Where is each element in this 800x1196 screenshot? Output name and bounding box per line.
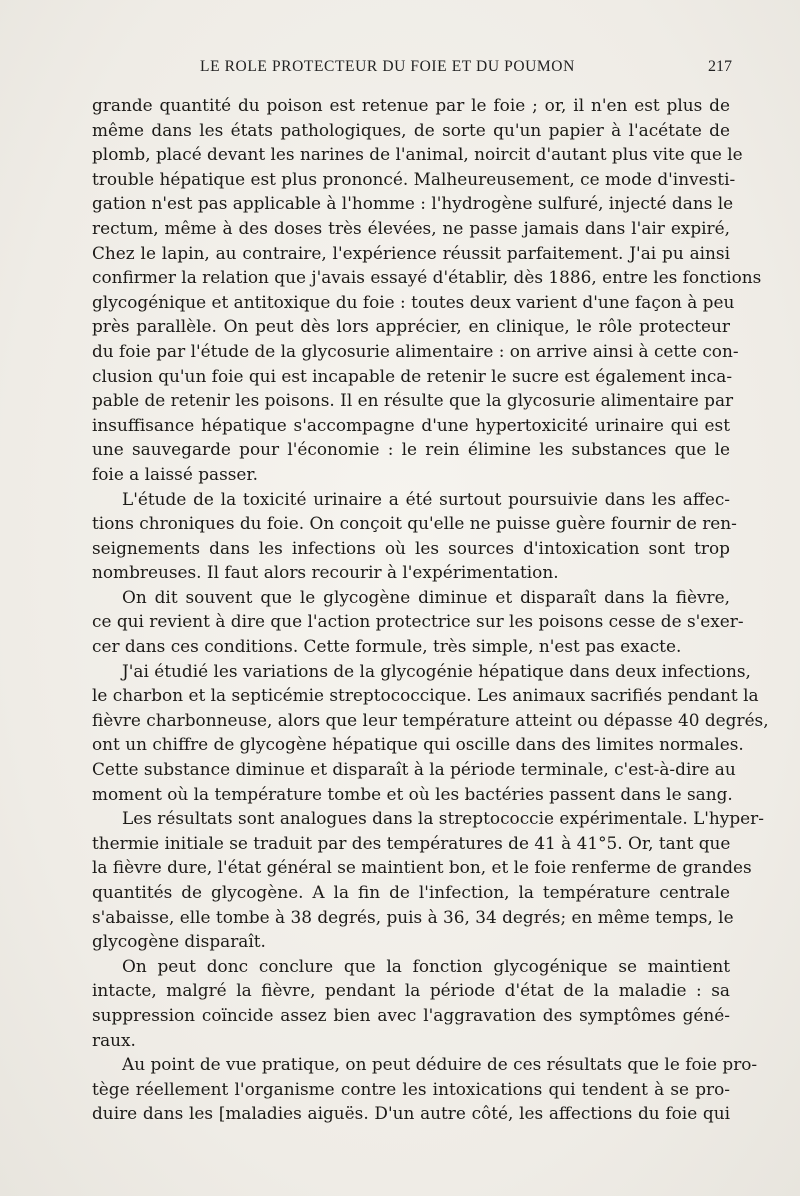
text-line: raux.	[92, 1029, 136, 1050]
text-line: quantités de glycogène. A la fin de l'infection, la température centrale	[92, 882, 730, 902]
text-line: fièvre charbonneuse, alors que leur température atteint ou dépasse 40 degrés,	[92, 709, 769, 730]
text-line: intacte, malgré la fièvre, pendant la période d'état de la maladie : sa	[92, 980, 730, 1001]
text-line: seignements dans les infections où les sources d'intoxication sont trop	[92, 537, 730, 558]
text-line: L'étude de la toxicité urinaire a été surtout poursuivie dans les affec-	[122, 488, 730, 509]
text-line: grande quantité du poison est retenue par le foie ; or, il n'en est plus de	[92, 95, 730, 115]
text-line: Chez le lapin, au contraire, l'expérience réussit parfaitement. J'ai pu ainsi	[92, 242, 730, 263]
text-line: J'ai étudié les variations de la glycogénie hépatique dans deux infections,	[122, 660, 751, 681]
page-header	[92, 58, 732, 82]
text-line: thermie initiale se traduit par des températures de 41 à 41°5. Or, tant que	[92, 832, 731, 853]
text-line: glycogène disparaît.	[92, 931, 266, 952]
text-line: moment où la température tombe et où les bactéries passent dans le sang.	[92, 783, 733, 804]
paragraph	[92, 487, 737, 585]
text-line: On peut donc conclure que la fonction glycogénique se maintient	[122, 955, 730, 976]
text-line: Les résultats sont analogues dans la streptococcie expérimentale. L'hyper-	[122, 808, 764, 829]
text-line: du foie par l'étude de la glycosurie alimentaire : on arrive ainsi à cette con-	[92, 340, 739, 361]
text-line: foie a laissé passer.	[92, 463, 259, 484]
text-line: tions chroniques du foie. On conçoit qu'elle ne puisse guère fournir de ren-	[92, 513, 737, 534]
text-line: trouble hépatique est plus prononcé. Malheureusement, ce mode d'investi-	[92, 168, 736, 189]
text-line: une sauvegarde pour l'économie : le rein élimine les substances que le	[92, 439, 730, 460]
text-line: même dans les états pathologiques, de sorte qu'un papier à l'acétate de	[92, 119, 730, 140]
text-line: le charbon et la septicémie streptococcique. Les animaux sacrifiés pendant la	[92, 685, 759, 706]
text-line: rectum, même à des doses très élevées, ne passe jamais dans l'air expiré,	[92, 217, 730, 238]
body-text	[92, 93, 769, 1126]
text-line: la fièvre dure, l'état général se maintient bon, et le foie renferme de grandes	[92, 857, 752, 878]
text-line: clusion qu'un foie qui est incapable de retenir le sucre est également inca-	[92, 365, 733, 386]
paragraph	[92, 1052, 758, 1126]
paragraph	[92, 585, 744, 659]
text-line: Cette substance diminue et disparaît à la période terminale, c'est-à-dire au	[92, 759, 736, 780]
text-line: suppression coïncide assez bien avec l'aggravation des symptômes géné-	[92, 1004, 730, 1025]
paragraph	[92, 806, 764, 954]
text-line: pable de retenir les poisons. Il en résulte que la glycosurie alimentaire par	[92, 390, 734, 411]
text-line: plomb, placé devant les narines de l'animal, noircit d'autant plus vite que le	[92, 144, 743, 165]
text-line: gation n'est pas applicable à l'homme : l'hydrogène sulfuré, injecté dans le	[92, 193, 734, 214]
text-line: glycogénique et antitoxique du foie : toutes deux varient d'une façon à peu	[92, 291, 735, 312]
text-line: tège réellement l'organisme contre les intoxications qui tendent à se pro-	[92, 1078, 730, 1099]
page-number: 217	[708, 58, 732, 75]
text-line: insuffisance hépatique s'accompagne d'une hypertoxicité urinaire qui est	[92, 414, 730, 435]
text-line: cer dans ces conditions. Cette formule, très simple, n'est pas exacte.	[92, 636, 682, 657]
text-line: confirmer la relation que j'avais essayé d'établir, dès 1886, entre les fonctions	[92, 267, 762, 288]
text-line: ont un chiffre de glycogène hépatique qui oscille dans des limites normales.	[92, 734, 744, 755]
paragraph	[92, 954, 730, 1052]
text-line: près parallèle. On peut dès lors apprécier, en clinique, le rôle protecteur	[92, 316, 730, 337]
paragraph	[92, 93, 762, 487]
text-line: s'abaisse, elle tombe à 38 degrés, puis à 36, 34 degrés; en même temps, le	[92, 906, 734, 927]
text-line: On dit souvent que le glycogène diminue et disparaît dans la fièvre,	[122, 586, 730, 607]
text-line: ce qui revient à dire que l'action protectrice sur les poisons cesse de s'exer-	[92, 611, 744, 632]
text-line: nombreuses. Il faut alors recourir à l'expérimentation.	[92, 562, 559, 583]
text-line: Au point de vue pratique, on peut déduire de ces résultats que le foie pro-	[122, 1054, 758, 1075]
paragraph	[92, 659, 769, 807]
text-line: duire dans les [maladies aiguës. D'un autre côté, les affections du foie qui	[92, 1103, 730, 1124]
running-title: LE ROLE PROTECTEUR DU FOIE ET DU POUMON	[200, 58, 575, 75]
